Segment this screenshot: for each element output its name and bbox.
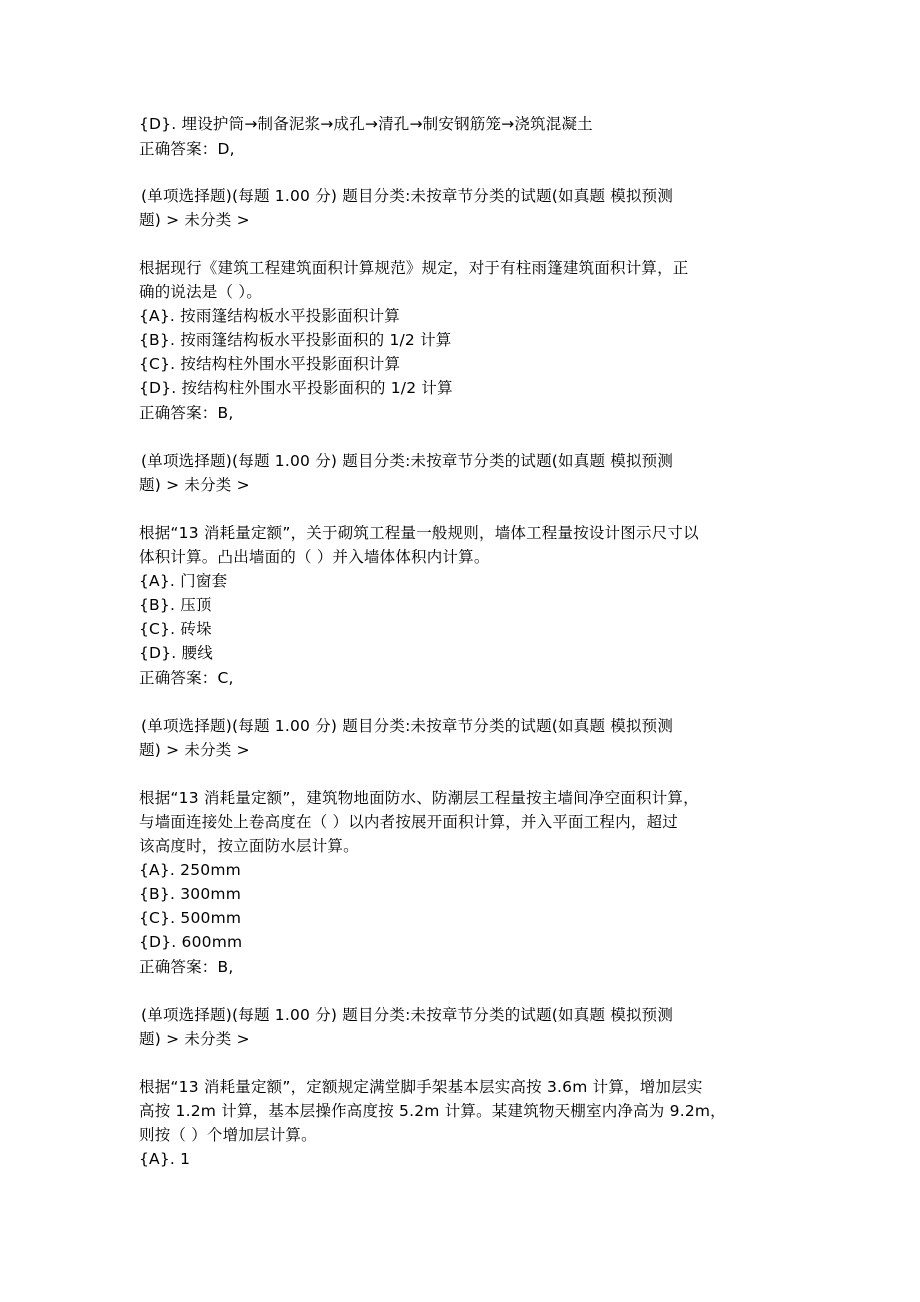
option-c: {C}. 按结构柱外围水平投影面积计算 — [139, 355, 401, 373]
correct-answer: 正确答案：B, — [139, 958, 234, 976]
option-c: {C}. 500mm — [139, 909, 242, 927]
question-meta: (单项选择题)(每题 1.00 分) 题目分类:未按章节分类的试题(如真题 模拟预测 — [141, 717, 674, 735]
question-meta-continued: 题) > 未分类 > — [139, 741, 250, 759]
option-d: {D}. 埋设护筒→制备泥浆→成孔→清孔→制安钢筋笼→浇筑混凝土 — [139, 115, 593, 133]
question-stem-continued: 高按 1.2m 计算，基本层操作高度按 5.2m 计算。某建筑物天棚室内净高为 9.2m， — [139, 1102, 726, 1120]
option-a: {A}. 门窗套 — [139, 572, 228, 590]
option-d: {D}. 腰线 — [139, 644, 213, 662]
option-a: {A}. 按雨篷结构板水平投影面积计算 — [139, 307, 400, 325]
option-d: {D}. 按结构柱外围水平投影面积的 1/2 计算 — [139, 379, 453, 397]
question-meta: (单项选择题)(每题 1.00 分) 题目分类:未按章节分类的试题(如真题 模拟预测 — [141, 187, 674, 205]
option-b: {B}. 按雨篷结构板水平投影面积的 1/2 计算 — [139, 331, 452, 349]
question-meta: (单项选择题)(每题 1.00 分) 题目分类:未按章节分类的试题(如真题 模拟预测 — [141, 1006, 674, 1024]
question-stem-continued: 与墙面连接处上卷高度在（ ）以内者按展开面积计算，并入平面工程内，超过 — [139, 813, 678, 831]
correct-answer: 正确答案：D, — [139, 140, 235, 158]
correct-answer: 正确答案：C, — [139, 669, 234, 687]
question-stem: 根据“13 消耗量定额”，建筑物地面防水、防潮层工程量按主墙间净空面积计算， — [139, 789, 699, 807]
question-stem: 根据“13 消耗量定额”，定额规定满堂脚手架基本层实高按 3.6m 计算，增加层实 — [139, 1078, 703, 1096]
option-b: {B}. 压顶 — [139, 596, 212, 614]
question-stem: 根据现行《建筑工程建筑面积计算规范》规定，对于有柱雨篷建筑面积计算，正 — [139, 259, 689, 277]
question-stem: 根据“13 消耗量定额”，关于砌筑工程量一般规则，墙体工程量按设计图示尺寸以 — [139, 524, 699, 542]
option-a: {A}. 1 — [139, 1150, 191, 1168]
option-d: {D}. 600mm — [139, 933, 243, 951]
option-a: {A}. 250mm — [139, 861, 241, 879]
question-meta-continued: 题) > 未分类 > — [139, 476, 250, 494]
question-stem-continued: 体积计算。凸出墙面的（ ）并入墙体体积内计算。 — [139, 548, 490, 566]
question-stem-continued: 该高度时，按立面防水层计算。 — [139, 837, 359, 855]
correct-answer: 正确答案：B, — [139, 404, 234, 422]
question-stem-continued: 则按（ ）个增加层计算。 — [139, 1126, 317, 1144]
question-meta-continued: 题) > 未分类 > — [139, 1030, 250, 1048]
option-c: {C}. 砖垛 — [139, 620, 212, 638]
question-meta-continued: 题) > 未分类 > — [139, 211, 250, 229]
question-meta: (单项选择题)(每题 1.00 分) 题目分类:未按章节分类的试题(如真题 模拟预测 — [141, 452, 674, 470]
option-b: {B}. 300mm — [139, 885, 241, 903]
question-stem-continued: 确的说法是（ ）。 — [139, 283, 262, 301]
